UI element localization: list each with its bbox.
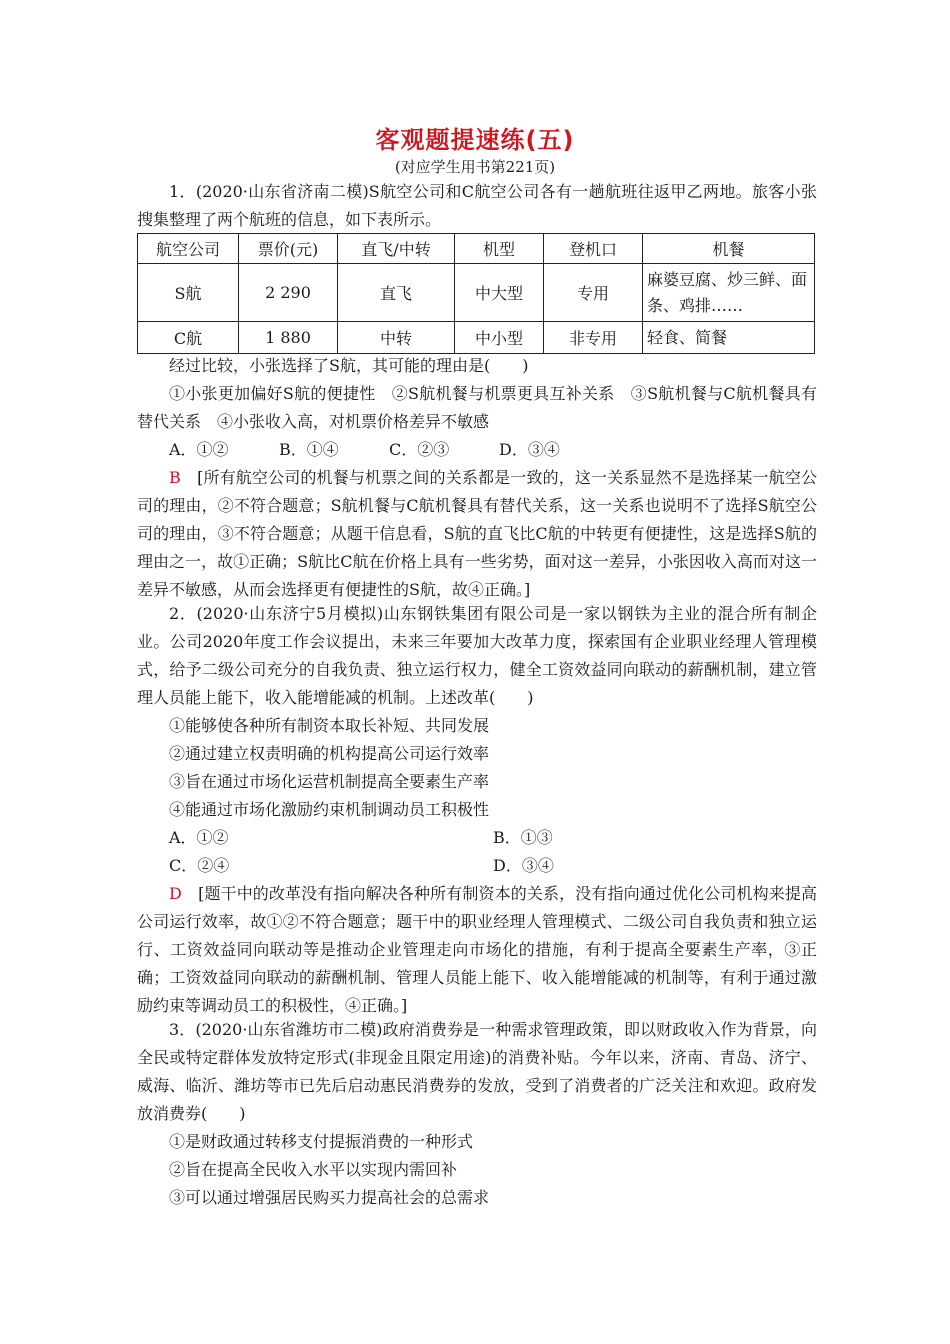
question-2-text: 2．(2020·山东济宁5月模拟)山东钢铁集团有限公司是一家以钢铁为主业的混合所有制企业。公司2020年度工作会议提出，未来三年要加大改革力度，探索国有企业职业经理人管理模式，给予二级公司充分的自我负责、独立运行权力，健全工资效益同向联动的薪酬机制，建立管理人员能上能下，收入能增能减的机制。上述改革( ) — [137, 604, 817, 707]
table-cell: 中转 — [338, 322, 455, 354]
option-c: C．②③ — [389, 440, 450, 459]
option-d: D．③④ — [493, 856, 554, 875]
question-2 — [137, 600, 817, 1020]
question-3 — [137, 1016, 817, 1212]
table-header-cell: 航空公司 — [138, 234, 239, 264]
option-b: B．①④ — [279, 440, 339, 459]
option-c: C．②④ — [169, 856, 230, 875]
question-1-body — [137, 352, 817, 604]
option-a: A．①② — [169, 440, 229, 459]
question-1-options — [137, 436, 817, 464]
statement: ①是财政通过转移支付提振消费的一种形式 — [169, 1132, 474, 1151]
option-d: D．③④ — [499, 440, 560, 459]
table-row — [138, 264, 815, 322]
table-cell: 直飞 — [338, 264, 455, 322]
answer-letter: D — [169, 884, 182, 903]
table-header-cell: 机型 — [455, 234, 544, 264]
statement: ③可以通过增强居民购买力提高社会的总需求 — [169, 1188, 490, 1207]
option-a: A．①② — [169, 828, 229, 847]
option-b: B．①③ — [493, 828, 553, 847]
table-cell: 麻婆豆腐、炒三鲜、面条、鸡排…… — [643, 264, 815, 322]
question-1-statements: ①小张更加偏好S航的便捷性 ②S航机餐与机票更具互补关系 ③S航机餐与C航机餐具有替代关系 ④小张收入高，对机票价格差异不敏感 — [137, 384, 817, 431]
table-cell: 轻食、简餐 — [643, 322, 815, 354]
question-2-options-row-1 — [137, 824, 817, 852]
table-row — [138, 322, 815, 354]
question-2-solution — [137, 880, 817, 1020]
answer-letter: B — [169, 468, 181, 487]
table-header-row — [138, 234, 815, 264]
question-1-text: 1．(2020·山东省济南二模)S航空公司和C航空公司各有一趟航班往返甲乙两地。旅客小张搜集整理了两个航班的信息，如下表所示。 — [137, 182, 817, 229]
question-1-stem — [137, 178, 817, 234]
statement: ②通过建立权责明确的机构提高公司运行效率 — [169, 744, 490, 763]
table-cell: 专用 — [544, 264, 643, 322]
table-header-cell: 直飞/中转 — [338, 234, 455, 264]
question-2-options-row-2 — [137, 852, 817, 880]
table-header-cell: 登机口 — [544, 234, 643, 264]
statement: ④能通过市场化激励约束机制调动员工积极性 — [169, 800, 490, 819]
table-cell: 1 880 — [239, 322, 338, 354]
table-cell: 中大型 — [455, 264, 544, 322]
statement: ③旨在通过市场化运营机制提高全要素生产率 — [169, 772, 490, 791]
flight-info-table — [137, 233, 815, 354]
question-1-prompt: 经过比较，小张选择了S航，其可能的理由是( ) — [169, 356, 529, 375]
question-3-text: 3．(2020·山东省潍坊市二模)政府消费券是一种需求管理政策，即以财政收入作为背景，向全民或特定群体发放特定形式(非现金且限定用途)的消费补贴。今年以来，济南、青岛、济宁、威海、临沂、潍坊等市已先后启动惠民消费券的发放，受到了消费者的广泛关注和欢迎。政府发放消费券( ) — [137, 1020, 817, 1123]
page-subtitle: (对应学生用书第221页) — [394, 158, 556, 176]
explanation-text: [题干中的改革没有指向解决各种所有制资本的关系，没有指向通过优化公司机构来提高公司运行效率，故①②不符合题意；题干中的职业经理人管理模式、二级公司自我负责和独立运行、工资效益同向联动等是推动企业管理走向市场化的措施，有利于提高全要素生产率，③正确；工资效益同向联动的薪酬机制、管理人员能上能下、收入能增能减的机制等，有利于通过激励约束等调动员工的积极性，④正确。] — [137, 884, 817, 1015]
question-1-solution — [137, 464, 817, 604]
table-header-cell: 机餐 — [643, 234, 815, 264]
table-cell: S航 — [138, 264, 239, 322]
table-cell: 中小型 — [455, 322, 544, 354]
page-title: 客观题提速练(五) — [375, 126, 575, 154]
statement: ②旨在提高全民收入水平以实现内需回补 — [169, 1160, 458, 1179]
explanation-text: [所有航空公司的机餐与机票之间的关系都是一致的，这一关系显然不是选择某一航空公司的理由，②不符合题意；S航机餐与C航机餐具有替代关系，这一关系也说明不了选择S航空公司的理由，③不符合题意；从题干信息看，S航的直飞比C航的中转更有便捷性，这是选择S航的理由之一，故①正确；S航比C航在价格上具有一些劣势，面对这一差异，小张因收入高而对这一差异不敏感，从而会选择更有便捷性的S航，故④正确。] — [137, 468, 817, 599]
statement: ①能够使各种所有制资本取长补短、共同发展 — [169, 716, 490, 735]
table-cell: 2 290 — [239, 264, 338, 322]
table-cell: C航 — [138, 322, 239, 354]
table-header-cell: 票价(元) — [239, 234, 338, 264]
table-cell: 非专用 — [544, 322, 643, 354]
